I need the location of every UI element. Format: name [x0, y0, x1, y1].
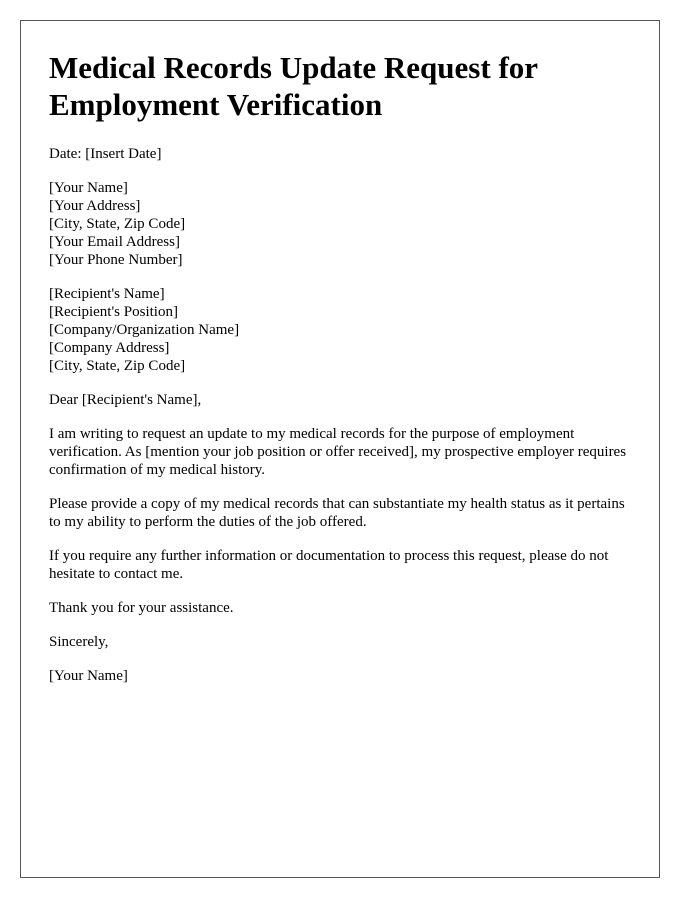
recipient-address: [Company Address]	[49, 340, 170, 356]
recipient-block	[49, 285, 639, 375]
sender-block	[49, 179, 639, 269]
body-paragraph: Please provide a copy of my medical records that can substantiate my health status as it pertains to my ability to perform the duties of the job offered.	[49, 496, 625, 530]
sender-address: [Your Address]	[49, 198, 141, 214]
salutation: Dear [Recipient's Name],	[49, 392, 202, 408]
recipient-city-state-zip: [City, State, Zip Code]	[49, 358, 186, 374]
letter-content	[49, 49, 639, 701]
letter-page	[20, 20, 660, 878]
sender-email: [Your Email Address]	[49, 234, 180, 250]
body-paragraph: If you require any further information or documentation to process this request, please do not hesitate to contact me.	[49, 548, 609, 582]
body-paragraph: I am writing to request an update to my medical records for the purpose of employment verification. As [mention your job position or offer received], my prospective employer requires confirmation of my medical history.	[49, 426, 627, 478]
date-line: Date: [Insert Date]	[49, 146, 162, 162]
recipient-organization: [Company/Organization Name]	[49, 322, 240, 338]
recipient-name: [Recipient's Name]	[49, 286, 165, 302]
signature: [Your Name]	[49, 668, 128, 684]
letter-title: Medical Records Update Request for Employment Verification	[49, 50, 538, 122]
sender-city-state-zip: [City, State, Zip Code]	[49, 216, 186, 232]
sender-name: [Your Name]	[49, 180, 128, 196]
closing: Sincerely,	[49, 634, 109, 650]
body-paragraph: Thank you for your assistance.	[49, 600, 234, 616]
sender-phone: [Your Phone Number]	[49, 252, 183, 268]
recipient-position: [Recipient's Position]	[49, 304, 178, 320]
